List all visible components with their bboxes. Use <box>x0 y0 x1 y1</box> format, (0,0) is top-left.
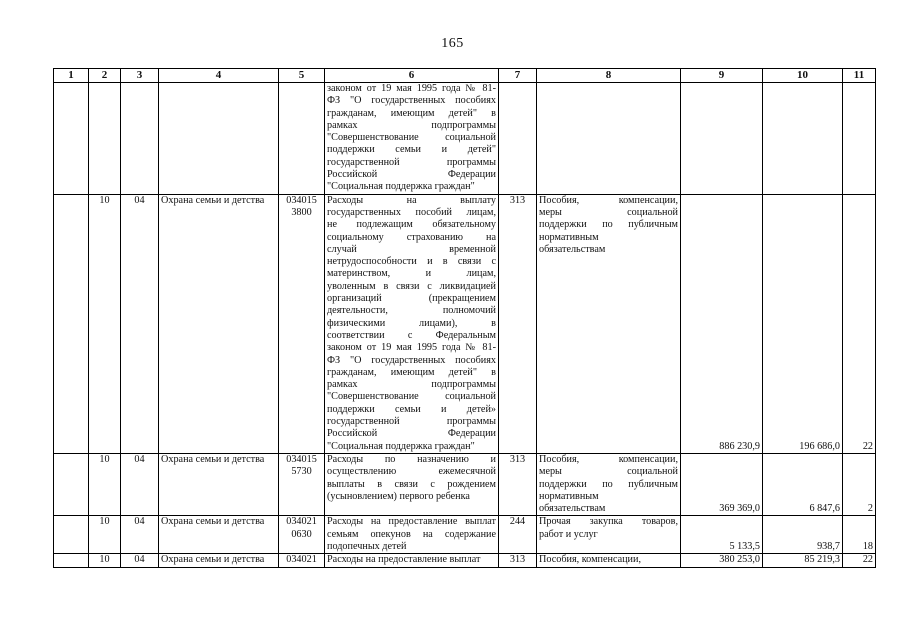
text-line: уволенным в связи с ликвидацией <box>327 280 496 292</box>
cell-expense-type: 244 <box>499 516 537 554</box>
cell-expense-type: 313 <box>499 194 537 453</box>
text-line: поддержки семьи и детей» <box>327 403 496 415</box>
text-line: Прочая закупка товаров, <box>539 516 678 528</box>
cell-amount-1: 380 253,0 <box>681 554 763 567</box>
cell-col11: 2 <box>843 453 876 515</box>
cell-amount-1: 886 230,9 <box>681 194 763 453</box>
text-line: гражданам, имеющим детей" в <box>327 107 496 119</box>
text-line: поддержки по публичным <box>539 478 678 490</box>
cell-section: 10 <box>89 554 121 567</box>
table-row <box>54 194 876 453</box>
text-line: нормативным <box>539 490 599 502</box>
text-line: "Социальная поддержка граждан" <box>327 440 475 452</box>
cell-section: 10 <box>89 516 121 554</box>
cell-expense-type <box>499 83 537 195</box>
cell-col1 <box>54 194 89 453</box>
cell-amount-2: 85 219,3 <box>763 554 843 567</box>
cell-section: 10 <box>89 194 121 453</box>
cell-amount-2: 6 847,6 <box>763 453 843 515</box>
cell-subsection: 04 <box>121 516 159 554</box>
text-line: Пособия, компенсации, <box>539 453 678 465</box>
text-line: материнством, и лицам, <box>327 268 496 280</box>
cell-col1 <box>54 83 89 195</box>
code-part: 0630 <box>291 528 312 540</box>
cell-subsection: 04 <box>121 194 159 453</box>
cell-name: Охрана семьи и детства <box>159 554 279 567</box>
col-header-1: 1 <box>54 69 89 83</box>
cell-description <box>325 83 499 195</box>
code-part: 3800 <box>291 206 312 218</box>
cell-subsection <box>121 83 159 195</box>
text-line: соответствии с Федеральным <box>327 329 496 341</box>
text-line: Расходы на предоставление выплат <box>327 554 481 566</box>
col-header-2: 2 <box>89 69 121 83</box>
code-part: 5730 <box>291 466 312 478</box>
text-line: обязательствам <box>539 503 606 515</box>
code-part: 034015 <box>286 194 317 206</box>
text-line: организаций (прекращением <box>327 293 496 305</box>
text-line: случай временной <box>327 243 496 255</box>
text-line: рамках подпрограммы <box>327 379 496 391</box>
text-line: государственной программы <box>327 416 496 428</box>
cell-expense-name <box>537 516 681 554</box>
cell-col11: 22 <box>843 194 876 453</box>
text-line: меры социальной <box>539 466 678 478</box>
cell-subsection: 04 <box>121 554 159 567</box>
table-row <box>54 516 876 554</box>
cell-description <box>325 194 499 453</box>
text-line: законом от 19 мая 1995 года № 81- <box>327 83 496 94</box>
text-line: "Социальная поддержка граждан" <box>327 181 475 193</box>
cell-expense-name <box>537 554 681 567</box>
text-line: "Совершенствование социальной <box>327 132 496 144</box>
cell-section: 10 <box>89 453 121 515</box>
text-line: ФЗ "О государственных пособиях <box>327 354 496 366</box>
cell-name: Охрана семьи и детства <box>159 194 279 453</box>
cell-amount-2: 938,7 <box>763 516 843 554</box>
text-line: Расходы на выплату <box>327 194 496 206</box>
text-line: Пособия, компенсации, <box>539 554 642 566</box>
budget-table <box>53 68 876 568</box>
cell-description <box>325 516 499 554</box>
text-line: (усыновлением) первого ребенка <box>327 490 470 502</box>
table-row <box>54 453 876 515</box>
col-header-3: 3 <box>121 69 159 83</box>
col-header-6: 6 <box>325 69 499 83</box>
cell-name: Охрана семьи и детства <box>159 516 279 554</box>
text-line: работ и услуг <box>539 528 598 540</box>
cell-col11 <box>843 83 876 195</box>
text-line: выплаты в связи с рождением <box>327 478 496 490</box>
col-header-9: 9 <box>681 69 763 83</box>
cell-name <box>159 83 279 195</box>
cell-target-code <box>279 516 325 554</box>
text-line: Российской Федерации <box>327 169 496 181</box>
cell-amount-1 <box>681 83 763 195</box>
col-header-7: 7 <box>499 69 537 83</box>
text-line: поддержки семьи и детей" <box>327 144 496 156</box>
header-row <box>54 69 876 83</box>
cell-amount-2: 196 686,0 <box>763 194 843 453</box>
table-row <box>54 554 876 567</box>
cell-expense-name <box>537 194 681 453</box>
cell-description <box>325 554 499 567</box>
code-part: 034015 <box>286 453 317 465</box>
cell-target-code <box>279 554 325 567</box>
cell-expense-name <box>537 453 681 515</box>
text-line: меры социальной <box>539 206 678 218</box>
table-row <box>54 83 876 195</box>
cell-col1 <box>54 453 89 515</box>
cell-expense-type: 313 <box>499 453 537 515</box>
text-line: осуществлению ежемесячной <box>327 466 496 478</box>
cell-section <box>89 83 121 195</box>
cell-target-code <box>279 83 325 195</box>
text-line: гражданам, имеющим детей" в <box>327 366 496 378</box>
col-header-11: 11 <box>843 69 876 83</box>
text-line: законом от 19 мая 1995 года № 81- <box>327 342 496 354</box>
code-part: 034021 <box>286 516 317 528</box>
cell-amount-1: 369 369,0 <box>681 453 763 515</box>
text-line: не подлежащим обязательному <box>327 219 496 231</box>
cell-col1 <box>54 516 89 554</box>
text-line: поддержки по публичным <box>539 219 678 231</box>
cell-description <box>325 453 499 515</box>
text-line: нормативным <box>539 231 599 243</box>
text-line: Пособия, компенсации, <box>539 194 678 206</box>
text-line: семьям опекунов на содержание <box>327 528 496 540</box>
cell-amount-1: 5 133,5 <box>681 516 763 554</box>
text-line: Расходы по назначению и <box>327 453 496 465</box>
cell-amount-2 <box>763 83 843 195</box>
col-header-5: 5 <box>279 69 325 83</box>
col-header-10: 10 <box>763 69 843 83</box>
cell-target-code <box>279 194 325 453</box>
cell-expense-type: 313 <box>499 554 537 567</box>
text-line: физическими лицами), в <box>327 317 496 329</box>
text-line: деятельности, полномочий <box>327 305 496 317</box>
cell-target-code <box>279 453 325 515</box>
cell-subsection: 04 <box>121 453 159 515</box>
text-line: государственных пособий лицам, <box>327 206 496 218</box>
text-line: государственной программы <box>327 156 496 168</box>
cell-col11: 18 <box>843 516 876 554</box>
col-header-8: 8 <box>537 69 681 83</box>
text-line: нетрудоспособности и в связи с <box>327 256 496 268</box>
text-line: ФЗ "О государственных пособиях <box>327 95 496 107</box>
text-line: Расходы на предоставление выплат <box>327 516 496 528</box>
cell-col11: 22 <box>843 554 876 567</box>
code-part: 034021 <box>286 554 317 566</box>
cell-name: Охрана семьи и детства <box>159 453 279 515</box>
page-number: 165 <box>441 36 464 51</box>
text-line: подопечных детей <box>327 540 407 552</box>
text-line: обязательствам <box>539 243 606 255</box>
col-header-4: 4 <box>159 69 279 83</box>
cell-col1 <box>54 554 89 567</box>
cell-expense-name <box>537 83 681 195</box>
text-line: Российской Федерации <box>327 428 496 440</box>
text-line: "Совершенствование социальной <box>327 391 496 403</box>
text-line: социальному страхованию на <box>327 231 496 243</box>
text-line: рамках подпрограммы <box>327 119 496 131</box>
